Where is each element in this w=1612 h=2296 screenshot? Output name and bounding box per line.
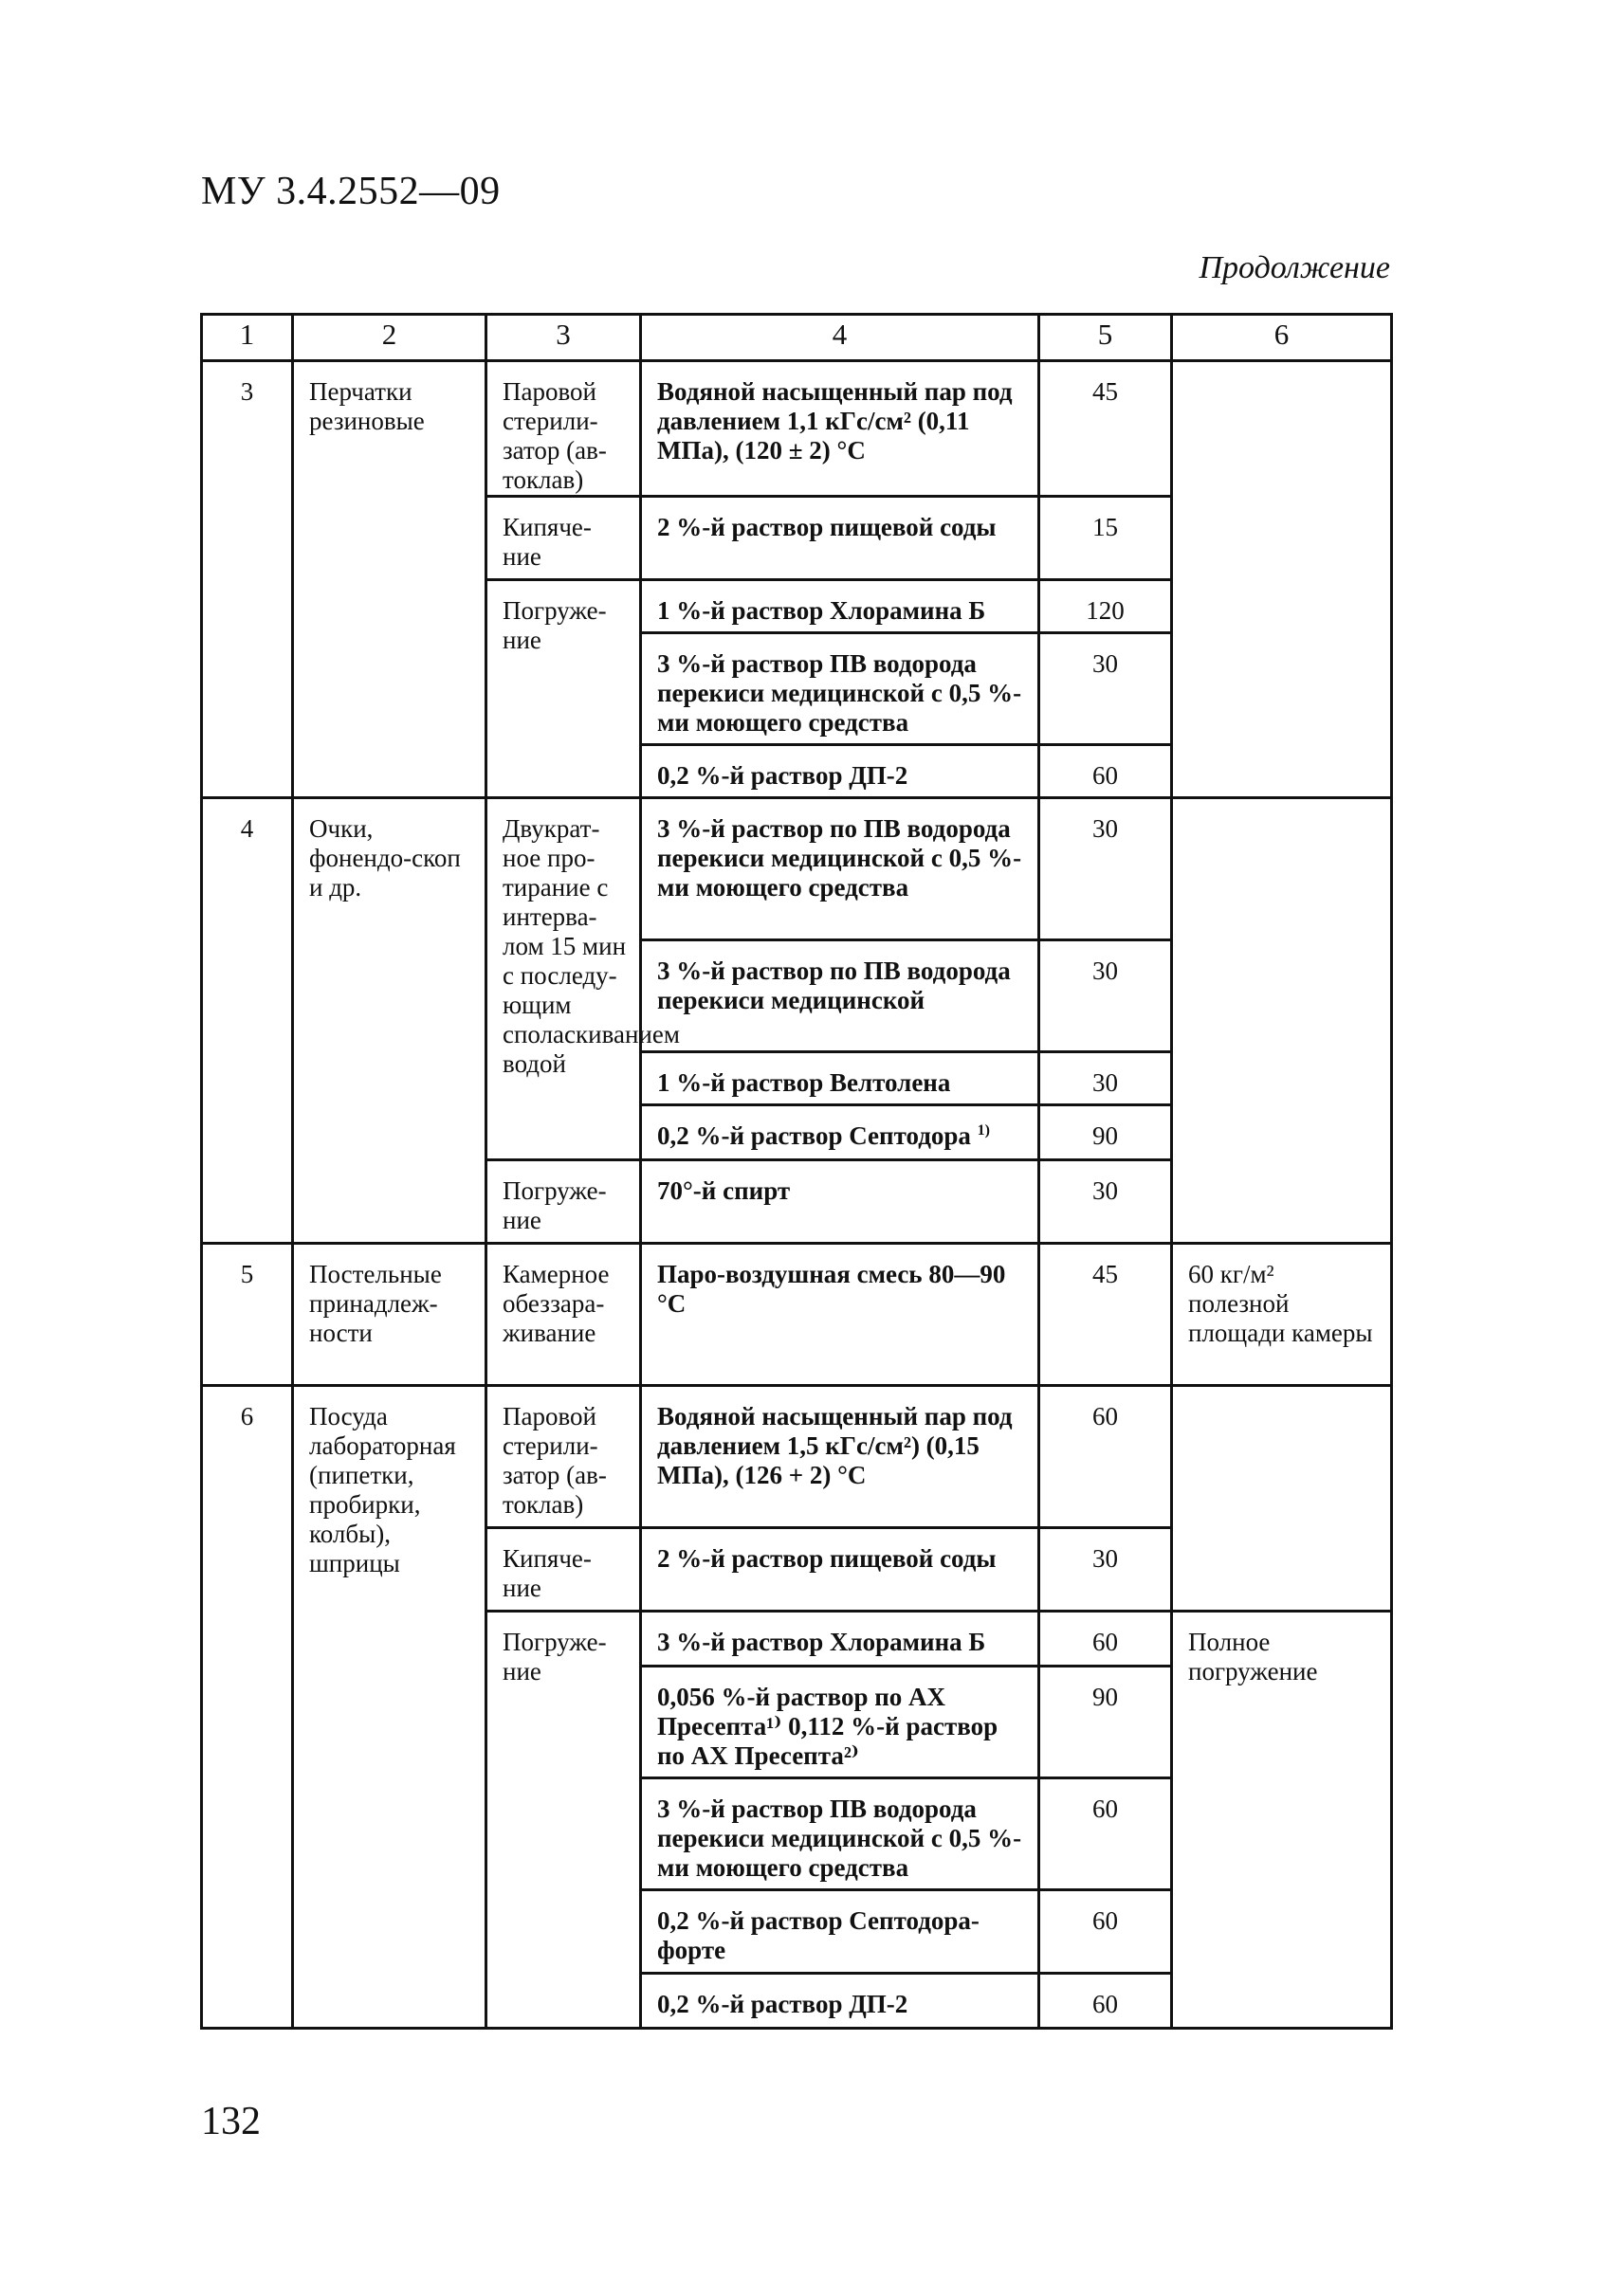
exposure-time: 30 xyxy=(1039,1528,1172,1612)
footnote-mark: 1) xyxy=(977,1122,990,1139)
note-cell: Полное погружение xyxy=(1172,1612,1392,2029)
agent-text: 2 %-й раствор пищевой соды xyxy=(657,513,997,541)
agent-text: 70°-й спирт xyxy=(657,1176,791,1205)
exposure-time: 45 xyxy=(1039,1244,1172,1386)
agent-cell xyxy=(641,497,1039,580)
exposure-time: 60 xyxy=(1039,1386,1172,1528)
agent-cell xyxy=(641,361,1039,497)
row-number: 5 xyxy=(202,1244,293,1386)
agent-cell xyxy=(641,1160,1039,1244)
agent-text: 3 %-й раствор ПВ водорода перекиси медицинской с 0,5 %-ми моющего средства xyxy=(657,649,1022,737)
note-cell: 60 кг/м² полезной площади камеры xyxy=(1172,1244,1392,1386)
agent-text: 0,2 %-й раствор Септодора xyxy=(657,1121,971,1150)
exposure-time: 60 xyxy=(1039,1974,1172,2029)
agent-text: Водяной насыщенный пар под давлением 1,5 кГс/см²) (0,15 МПа), (126 + 2) °С xyxy=(657,1402,1013,1489)
agent-text: 1 %-й раствор Хлорамина Б xyxy=(657,596,986,625)
agent-text: 3 %-й раствор по ПВ водорода перекиси медицинской с 0,5 %-ми моющего средства xyxy=(657,814,1022,902)
agent-cell xyxy=(641,1974,1039,2029)
object-name: Очки, фонендо-скоп и др. xyxy=(293,798,486,1244)
method-cell: Погруже-ние xyxy=(486,1160,641,1244)
method-cell: Паровой стерили-затор (ав-токлав) xyxy=(486,361,641,497)
exposure-time: 60 xyxy=(1039,1612,1172,1667)
agent-cell xyxy=(641,1105,1039,1160)
exposure-time: 30 xyxy=(1039,798,1172,940)
note-cell xyxy=(1172,798,1392,1244)
agent-cell xyxy=(641,1052,1039,1105)
exposure-time: 45 xyxy=(1039,361,1172,497)
exposure-time: 30 xyxy=(1039,1052,1172,1105)
column-header: 6 xyxy=(1172,315,1392,361)
agent-cell xyxy=(641,1528,1039,1612)
agent-text: 0,2 %-й раствор Септодора-форте xyxy=(657,1906,980,1964)
agent-text: 0,2 %-й раствор ДП-2 xyxy=(657,761,908,790)
header-row xyxy=(202,315,1392,361)
table-row xyxy=(202,361,1392,497)
object-name: Посуда лабораторная (пипетки, пробирки, колбы), шприцы xyxy=(293,1386,486,2029)
exposure-time: 30 xyxy=(1039,940,1172,1052)
table-row xyxy=(202,1386,1392,1528)
method-cell: Погруже-ние xyxy=(486,1612,641,2029)
table-row xyxy=(202,798,1392,940)
continuation-label: Продолжение xyxy=(1199,250,1390,285)
agent-cell xyxy=(641,580,1039,633)
exposure-time: 15 xyxy=(1039,497,1172,580)
method-cell: Кипяче-ние xyxy=(486,497,641,580)
method-cell: Погруже-ние xyxy=(486,580,641,798)
method-cell: Камерное обеззара-живание xyxy=(486,1244,641,1386)
agent-cell xyxy=(641,633,1039,745)
column-header: 4 xyxy=(641,315,1039,361)
exposure-time: 60 xyxy=(1039,1778,1172,1890)
method-cell: Двукрат-ное про-тирание с интерва-лом 15 мин с последу-ющим споласкиванием водой xyxy=(486,798,641,1160)
agent-text: 0,056 %-й раствор по АХ Пресепта¹⁾ 0,112 %-й раствор по АХ Пресепта²⁾ xyxy=(657,1683,998,1770)
column-header: 1 xyxy=(202,315,293,361)
exposure-time: 120 xyxy=(1039,580,1172,633)
exposure-time: 30 xyxy=(1039,1160,1172,1244)
agent-cell xyxy=(641,1612,1039,1667)
exposure-time: 30 xyxy=(1039,633,1172,745)
agent-cell xyxy=(641,1386,1039,1528)
agent-cell xyxy=(641,1778,1039,1890)
agent-text: 3 %-й раствор ПВ водорода перекиси медицинской с 0,5 %-ми моющего средства xyxy=(657,1795,1022,1882)
agent-text: 1 %-й раствор Велтолена xyxy=(657,1068,951,1097)
agent-cell xyxy=(641,745,1039,798)
object-name: Перчатки резиновые xyxy=(293,361,486,798)
exposure-time: 90 xyxy=(1039,1105,1172,1160)
agent-text: 3 %-й раствор по ПВ водорода перекиси медицинской xyxy=(657,957,1011,1014)
agent-cell xyxy=(641,798,1039,940)
agent-cell xyxy=(641,1244,1039,1386)
object-name: Постельные принадлеж-ности xyxy=(293,1244,486,1386)
exposure-time: 60 xyxy=(1039,1890,1172,1974)
agent-text: Паро-воздушная смесь 80—90 °С xyxy=(657,1260,1006,1318)
agent-cell xyxy=(641,1890,1039,1974)
row-number: 4 xyxy=(202,798,293,1244)
note-cell-empty xyxy=(1172,1386,1392,1612)
method-cell: Кипяче-ние xyxy=(486,1528,641,1612)
exposure-time: 60 xyxy=(1039,745,1172,798)
agent-text: 0,2 %-й раствор ДП-2 xyxy=(657,1990,908,2018)
method-cell: Паровой стерили-затор (ав-токлав) xyxy=(486,1386,641,1528)
agent-text: Водяной насыщенный пар под давлением 1,1 кГс/см² (0,11 МПа), (120 ± 2) °С xyxy=(657,377,1013,465)
document-code: МУ 3.4.2552—09 xyxy=(201,170,501,213)
agent-cell xyxy=(641,1667,1039,1778)
row-number: 3 xyxy=(202,361,293,798)
agent-text: 2 %-й раствор пищевой соды xyxy=(657,1544,997,1573)
column-header: 5 xyxy=(1039,315,1172,361)
agent-text: 3 %-й раствор Хлорамина Б xyxy=(657,1628,986,1656)
exposure-time: 90 xyxy=(1039,1667,1172,1778)
row-number: 6 xyxy=(202,1386,293,2029)
disinfection-table xyxy=(200,313,1393,2030)
page-number: 132 xyxy=(201,2100,261,2143)
column-header: 2 xyxy=(293,315,486,361)
column-header: 3 xyxy=(486,315,641,361)
note-cell xyxy=(1172,361,1392,798)
table-row xyxy=(202,1244,1392,1386)
agent-cell xyxy=(641,940,1039,1052)
